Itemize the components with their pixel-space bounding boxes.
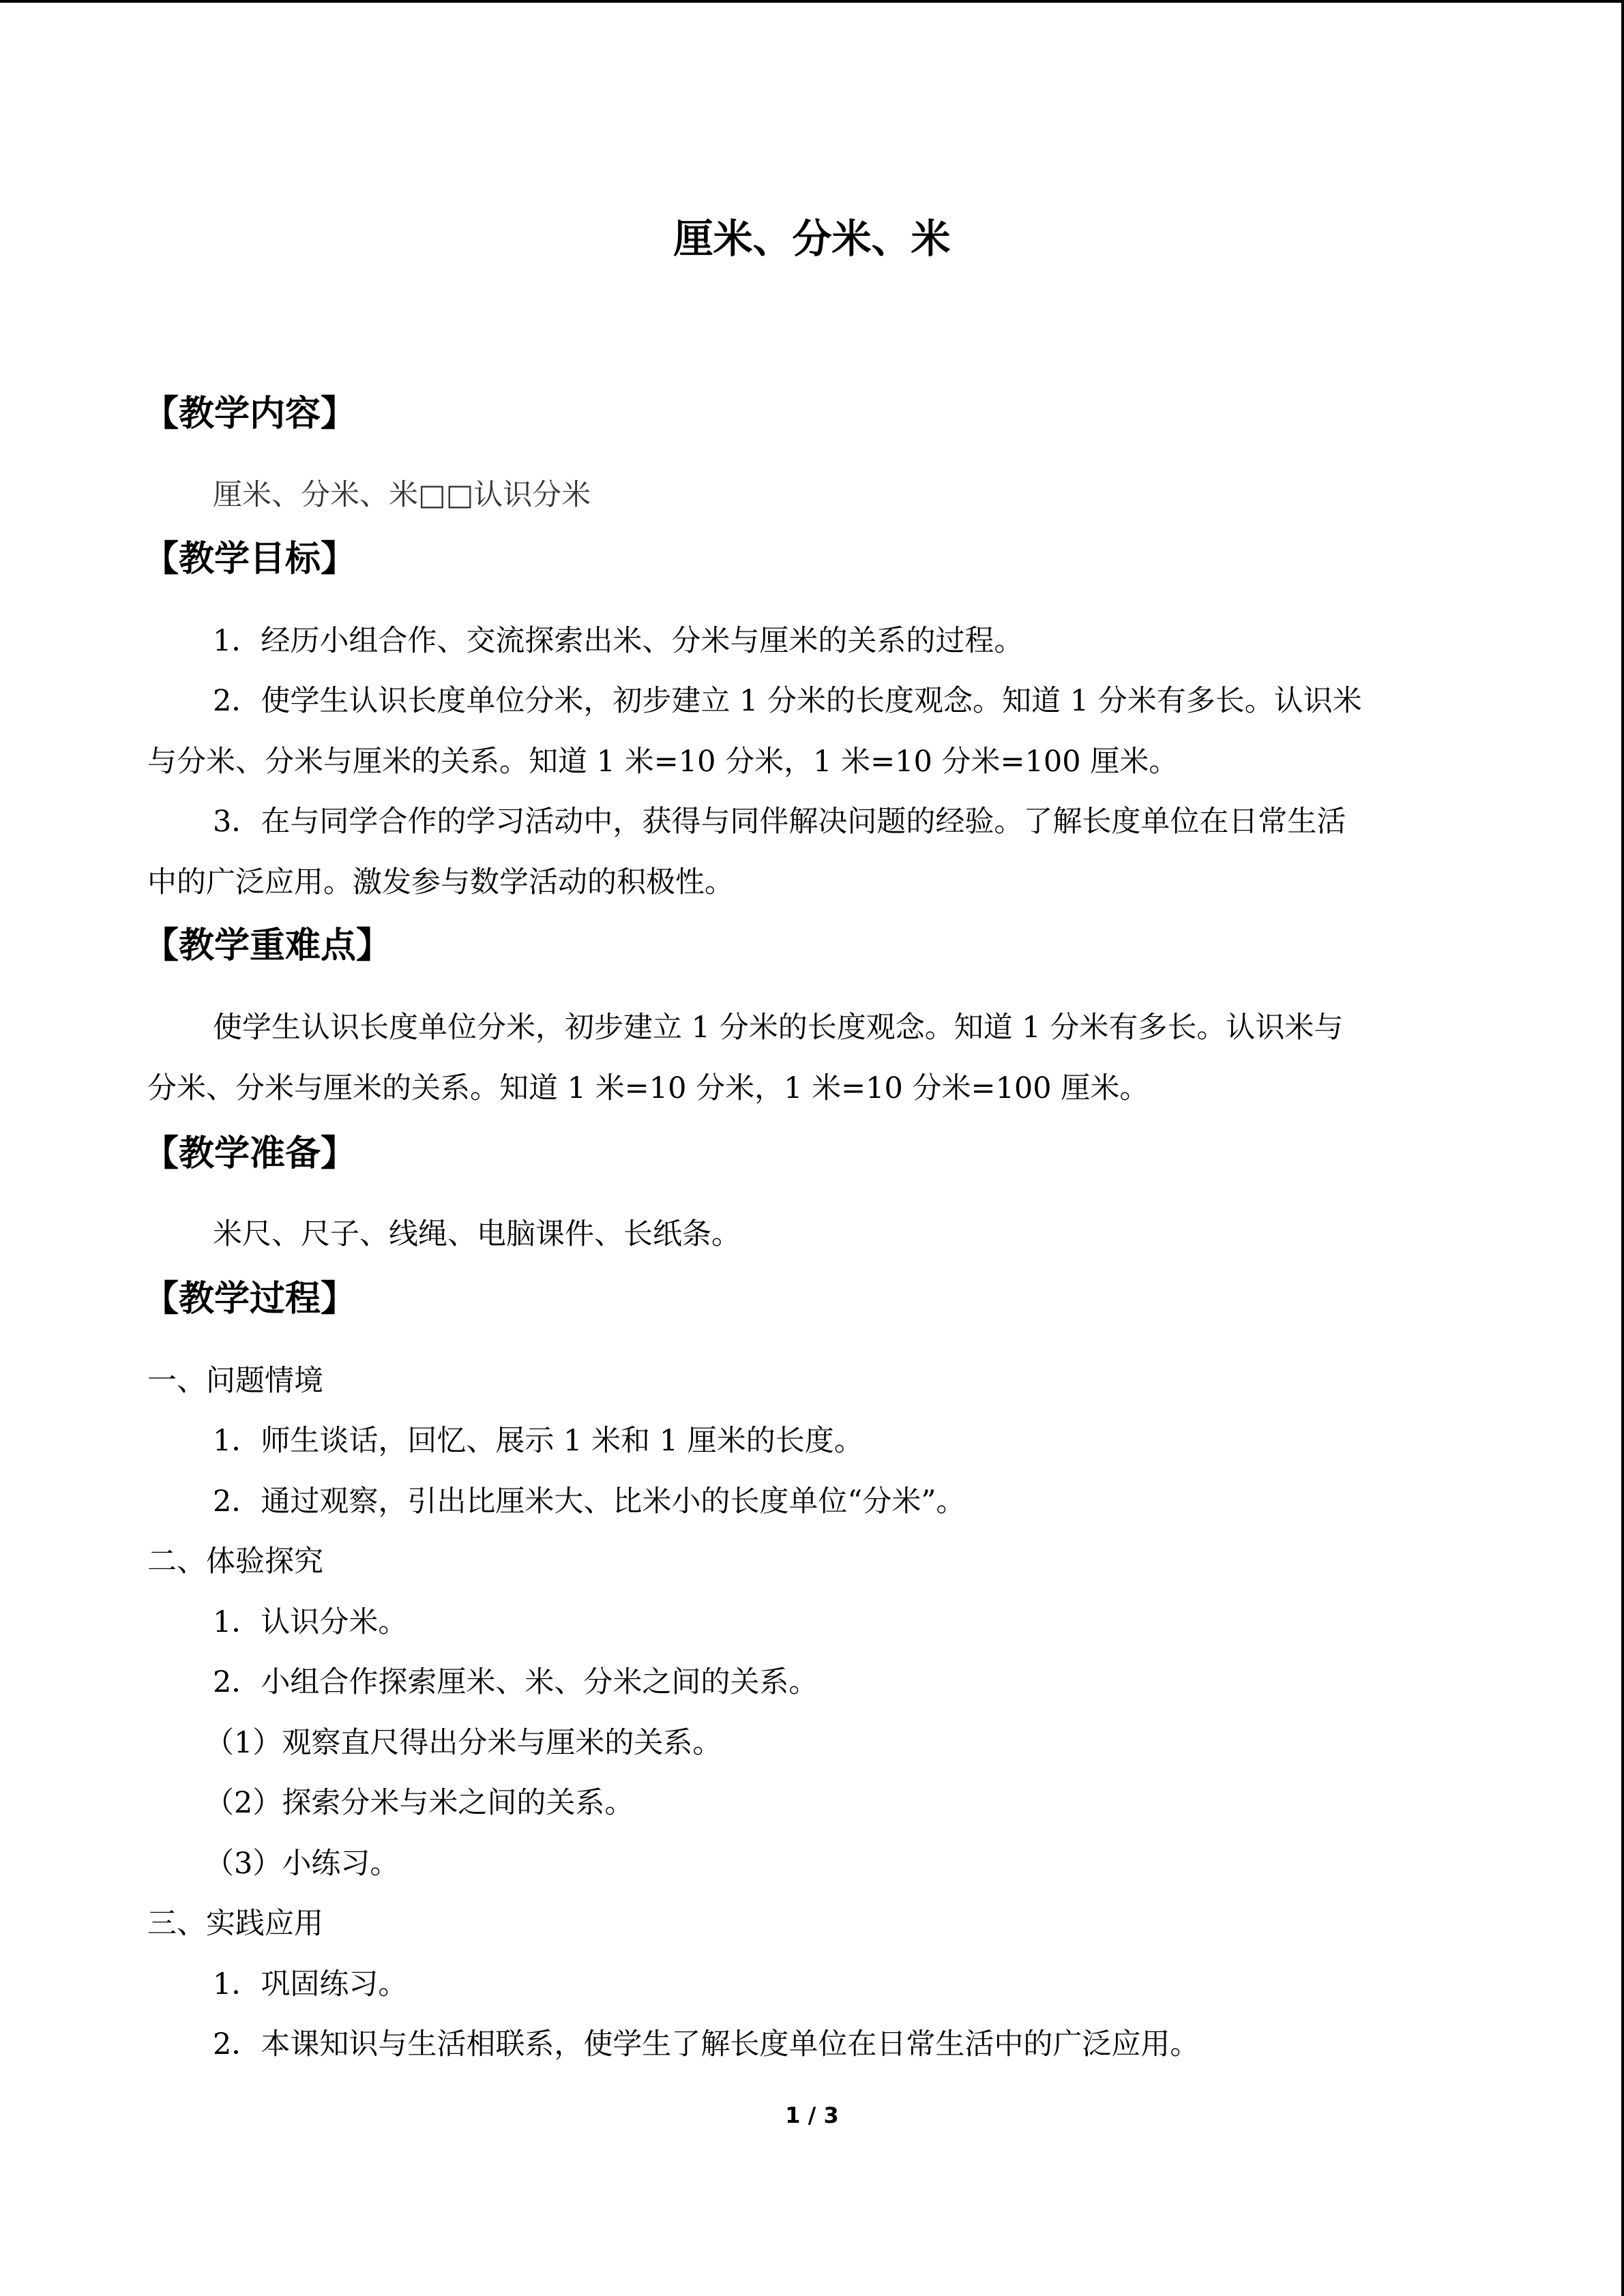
- process-line: 2．通过观察，引出比厘米大、比米小的长度单位“分米”。: [213, 1485, 966, 1519]
- process-line: 2．本课知识与生活相联系，使学生了解长度单位在日常生活中的广泛应用。: [213, 2027, 1200, 2061]
- key-point-line: 使学生认识长度单位分米，初步建立 1 分米的长度观念。知道 1 分米有多长。认识米与: [213, 1011, 1344, 1045]
- heading-teaching-content: 【教学内容】: [143, 393, 357, 434]
- goal-line: 3．在与同学合作的学习活动中，获得与同伴解决问题的经验。了解长度单位在日常生活: [213, 805, 1346, 839]
- goal-line: 与分米、分米与厘米的关系。知道 1 米=10 分米，1 米=10 分米=100 厘米。: [147, 745, 1179, 779]
- goal-line: 中的广泛应用。激发参与数学活动的积极性。: [147, 865, 734, 899]
- process-part-title: 一、问题情境: [147, 1364, 323, 1398]
- process-line: 1．巩固练习。: [213, 1967, 408, 2001]
- preparation-text: 米尺、尺子、线绳、电脑课件、长纸条。: [213, 1217, 741, 1251]
- process-subline: （3）小练习。: [205, 1847, 400, 1881]
- page-border-right: [1621, 0, 1624, 2296]
- process-subline: （1）观察直尺得出分米与厘米的关系。: [205, 1726, 722, 1760]
- heading-teaching-process: 【教学过程】: [143, 1279, 357, 1320]
- goal-line: 1．经历小组合作、交流探索出米、分米与厘米的关系的过程。: [213, 624, 1024, 658]
- heading-teaching-goals: 【教学目标】: [143, 539, 357, 580]
- process-part-title: 二、体验探究: [147, 1545, 323, 1579]
- key-point-line: 分米、分米与厘米的关系。知道 1 米=10 分米，1 米=10 分米=100 厘米。: [147, 1071, 1149, 1105]
- process-line: 1．认识分米。: [213, 1605, 408, 1639]
- process-line: 2．小组合作探索厘米、米、分米之间的关系。: [213, 1665, 818, 1699]
- heading-preparation: 【教学准备】: [143, 1133, 357, 1174]
- document-title: 厘米、分米、米: [673, 215, 951, 262]
- content-text: 厘米、分米、米□□认识分米: [213, 478, 591, 512]
- process-line: 1．师生谈话，回忆、展示 1 米和 1 厘米的长度。: [213, 1424, 863, 1458]
- goal-line: 2．使学生认识长度单位分米，初步建立 1 分米的长度观念。知道 1 分米有多长。认识米: [213, 684, 1362, 718]
- page-number: 1 / 3: [785, 2102, 839, 2128]
- process-part-title: 三、实践应用: [147, 1907, 323, 1941]
- heading-key-points: 【教学重难点】: [143, 925, 392, 966]
- process-subline: （2）探索分米与米之间的关系。: [205, 1786, 634, 1820]
- page-border-top: [0, 0, 1624, 3]
